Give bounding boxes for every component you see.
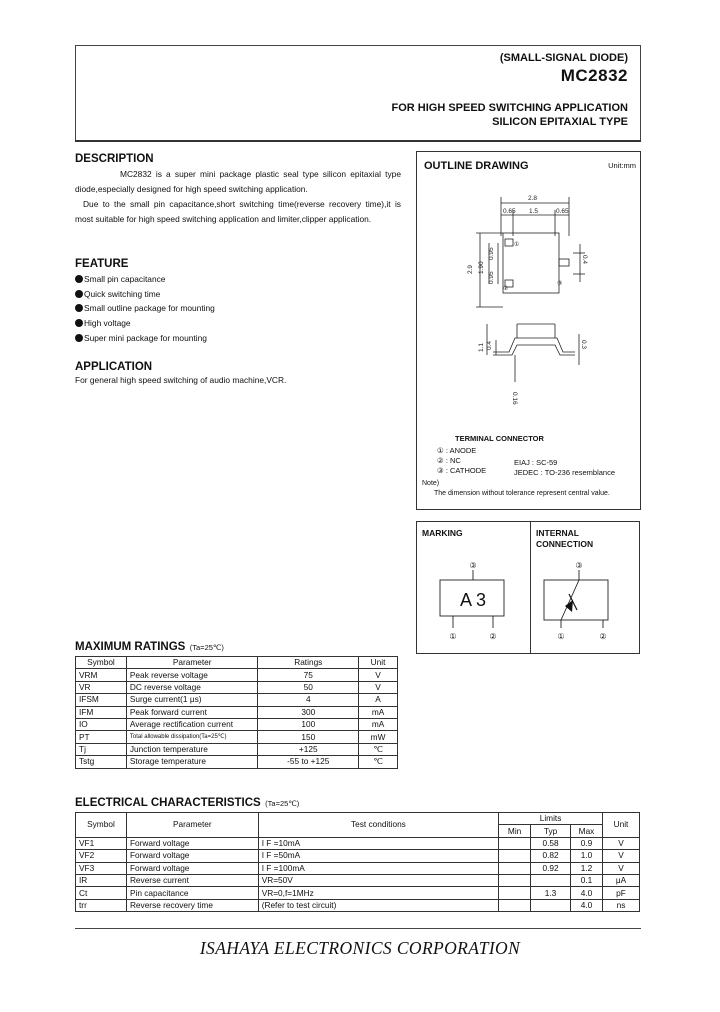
dim-label: 2.8	[528, 195, 538, 202]
outline-drawing-box	[416, 151, 641, 510]
max-ratings-title	[75, 637, 224, 655]
outline-heading: OUTLINE DRAWING	[424, 160, 529, 172]
internal-connection-svg	[529, 522, 639, 653]
dim-label: 0.4	[486, 340, 493, 350]
pin-number-label: ②	[599, 632, 607, 641]
table-header-row: Symbol Parameter Test conditions Limits Unit	[76, 813, 640, 825]
dim-label: 1.1	[478, 342, 485, 352]
eiaj-label: EIAJ : SC-59	[514, 458, 558, 467]
bullet-icon	[75, 275, 83, 283]
marking-svg	[417, 522, 530, 653]
table-header-row: Symbol Parameter Ratings Unit	[76, 657, 398, 669]
dim-label: 1.90	[478, 261, 485, 274]
jedec-label: JEDEC : TO-236 resemblance	[514, 468, 616, 477]
dim-label: 0.16	[511, 392, 518, 405]
pin-number-label: ①	[557, 632, 565, 641]
terminal-item: ① : ANODE	[437, 446, 477, 455]
internal-connection-box	[529, 521, 640, 654]
max-ratings-table	[75, 656, 398, 769]
internal-heading: INTERNAL CONNECTION	[536, 528, 594, 549]
bullet-icon	[75, 290, 83, 298]
feature-list	[75, 272, 215, 345]
table-row: VF3 Forward voltage I F =100mA 0.92 1.2 V	[76, 862, 640, 874]
table-row: VF1 Forward voltage I F =10mA 0.58 0.9 V	[76, 837, 640, 849]
description-body	[75, 167, 401, 227]
device-type-label: (SMALL-SIGNAL DIODE)	[499, 52, 628, 64]
electrical-heading: ELECTRICAL CHARACTERISTICS	[75, 797, 261, 809]
table-row: IFM Peak forward current 300 mA	[76, 706, 398, 718]
feature-item: High voltage	[75, 316, 215, 331]
feature-item: Super mini package for mounting	[75, 330, 215, 345]
dim-label: 0.95	[488, 271, 495, 284]
outline-unit: Unit:mm	[608, 161, 636, 170]
electrical-table	[75, 812, 640, 912]
pin-number-label: ②	[489, 632, 497, 641]
pin-number-label: ③	[557, 281, 563, 287]
dim-label: 0.4	[581, 255, 588, 265]
description-para1: MC2832 is a super mini package plastic seal type silicon epitaxial type diode,especially designed for high speed switching application.	[75, 169, 401, 194]
header-frame-top	[75, 45, 641, 46]
terminal-list	[437, 446, 486, 476]
part-number: MC2832	[560, 66, 628, 85]
table-row: Ct Pin capacitance VR=0,f=1MHz 1.3 4.0 pF	[76, 887, 640, 899]
max-ratings-heading: MAXIMUM RATINGS	[75, 641, 186, 653]
feature-heading: FEATURE	[75, 258, 129, 270]
dim-label: 0.95	[488, 247, 495, 260]
header-frame-right	[640, 45, 641, 141]
pin-number-label: ②	[503, 286, 509, 292]
table-row: IFSM Surge current(1 μs) 4 A	[76, 694, 398, 706]
table-row: Tstg Storage temperature -55 to +125 ℃	[76, 756, 398, 768]
subtitle-type: SILICON EPITAXIAL TYPE	[492, 116, 628, 128]
pin-number-label: ③	[575, 561, 583, 570]
bullet-icon	[75, 334, 83, 342]
feature-item: Small outline package for mounting	[75, 301, 215, 316]
pin-number-label: ①	[514, 242, 520, 248]
table-row: IO Average rectification current 100 mA	[76, 718, 398, 730]
electrical-condition: (Ta=25℃)	[265, 799, 300, 808]
application-text: For general high speed switching of audio machine,VCR.	[75, 375, 287, 385]
table-row: trr Reverse recovery time (Refer to test circuit) 4.0 ns	[76, 899, 640, 911]
package-body-top-view	[503, 233, 559, 293]
table-row: PT Total allowable dissipation(Ta=25℃) 150 mW	[76, 731, 398, 743]
pin-lead	[559, 259, 569, 266]
pin-number-label: ①	[449, 632, 457, 641]
bullet-icon	[75, 319, 83, 327]
table-header-row: Min Typ Max	[76, 825, 640, 837]
marking-heading: MARKING	[422, 528, 463, 538]
note-label: Note)	[422, 480, 440, 487]
application-heading: APPLICATION	[75, 361, 153, 373]
header-divider	[75, 140, 641, 142]
diode-symbol-icon	[565, 594, 577, 612]
electrical-title	[75, 793, 299, 811]
table-row: VRM Peak reverse voltage 75 V	[76, 669, 398, 681]
table-row: IR Reverse current VR=50V 0.1 μA	[76, 874, 640, 886]
description-para2: Due to the small pin capacitance,short switching time(reverse recovery time),it is most suitable for high speed switching application and limiter,clipper application.	[75, 199, 401, 224]
dim-label: 2.9	[467, 264, 474, 274]
dim-label: 0.3	[580, 340, 587, 350]
dim-label: 0.65	[556, 208, 569, 215]
terminal-item: ③ : CATHODE	[437, 466, 487, 475]
dim-label: 0.65	[503, 208, 516, 215]
dim-label: 1.5	[529, 208, 539, 215]
description-heading: DESCRIPTION	[75, 153, 154, 165]
feature-item: Quick switching time	[75, 287, 215, 302]
table-row: VF2 Forward voltage I F =50mA 0.82 1.0 V	[76, 850, 640, 862]
terminal-item: ② : NC	[437, 456, 461, 465]
header-frame-left	[75, 45, 76, 141]
bullet-icon	[75, 304, 83, 312]
max-ratings-condition: (Ta=25℃)	[189, 643, 224, 652]
terminal-heading: TERMINAL CONNECTOR	[455, 434, 544, 443]
company-name: ISAHAYA ELECTRONICS CORPORATION	[199, 938, 521, 958]
marking-code: A 3	[459, 590, 487, 610]
table-row: VR DC reverse voltage 50 V	[76, 681, 398, 693]
feature-item: Small pin capacitance	[75, 272, 215, 287]
pin-lead	[505, 239, 513, 246]
pin-number-label: ③	[469, 561, 477, 570]
marking-box	[416, 521, 531, 654]
note-text: The dimension without tolerance represent central value.	[434, 490, 610, 497]
footer-divider	[75, 928, 641, 929]
subtitle-application: FOR HIGH SPEED SWITCHING APPLICATION	[391, 102, 628, 114]
table-row: Tj Junction temperature +125 ℃	[76, 743, 398, 755]
